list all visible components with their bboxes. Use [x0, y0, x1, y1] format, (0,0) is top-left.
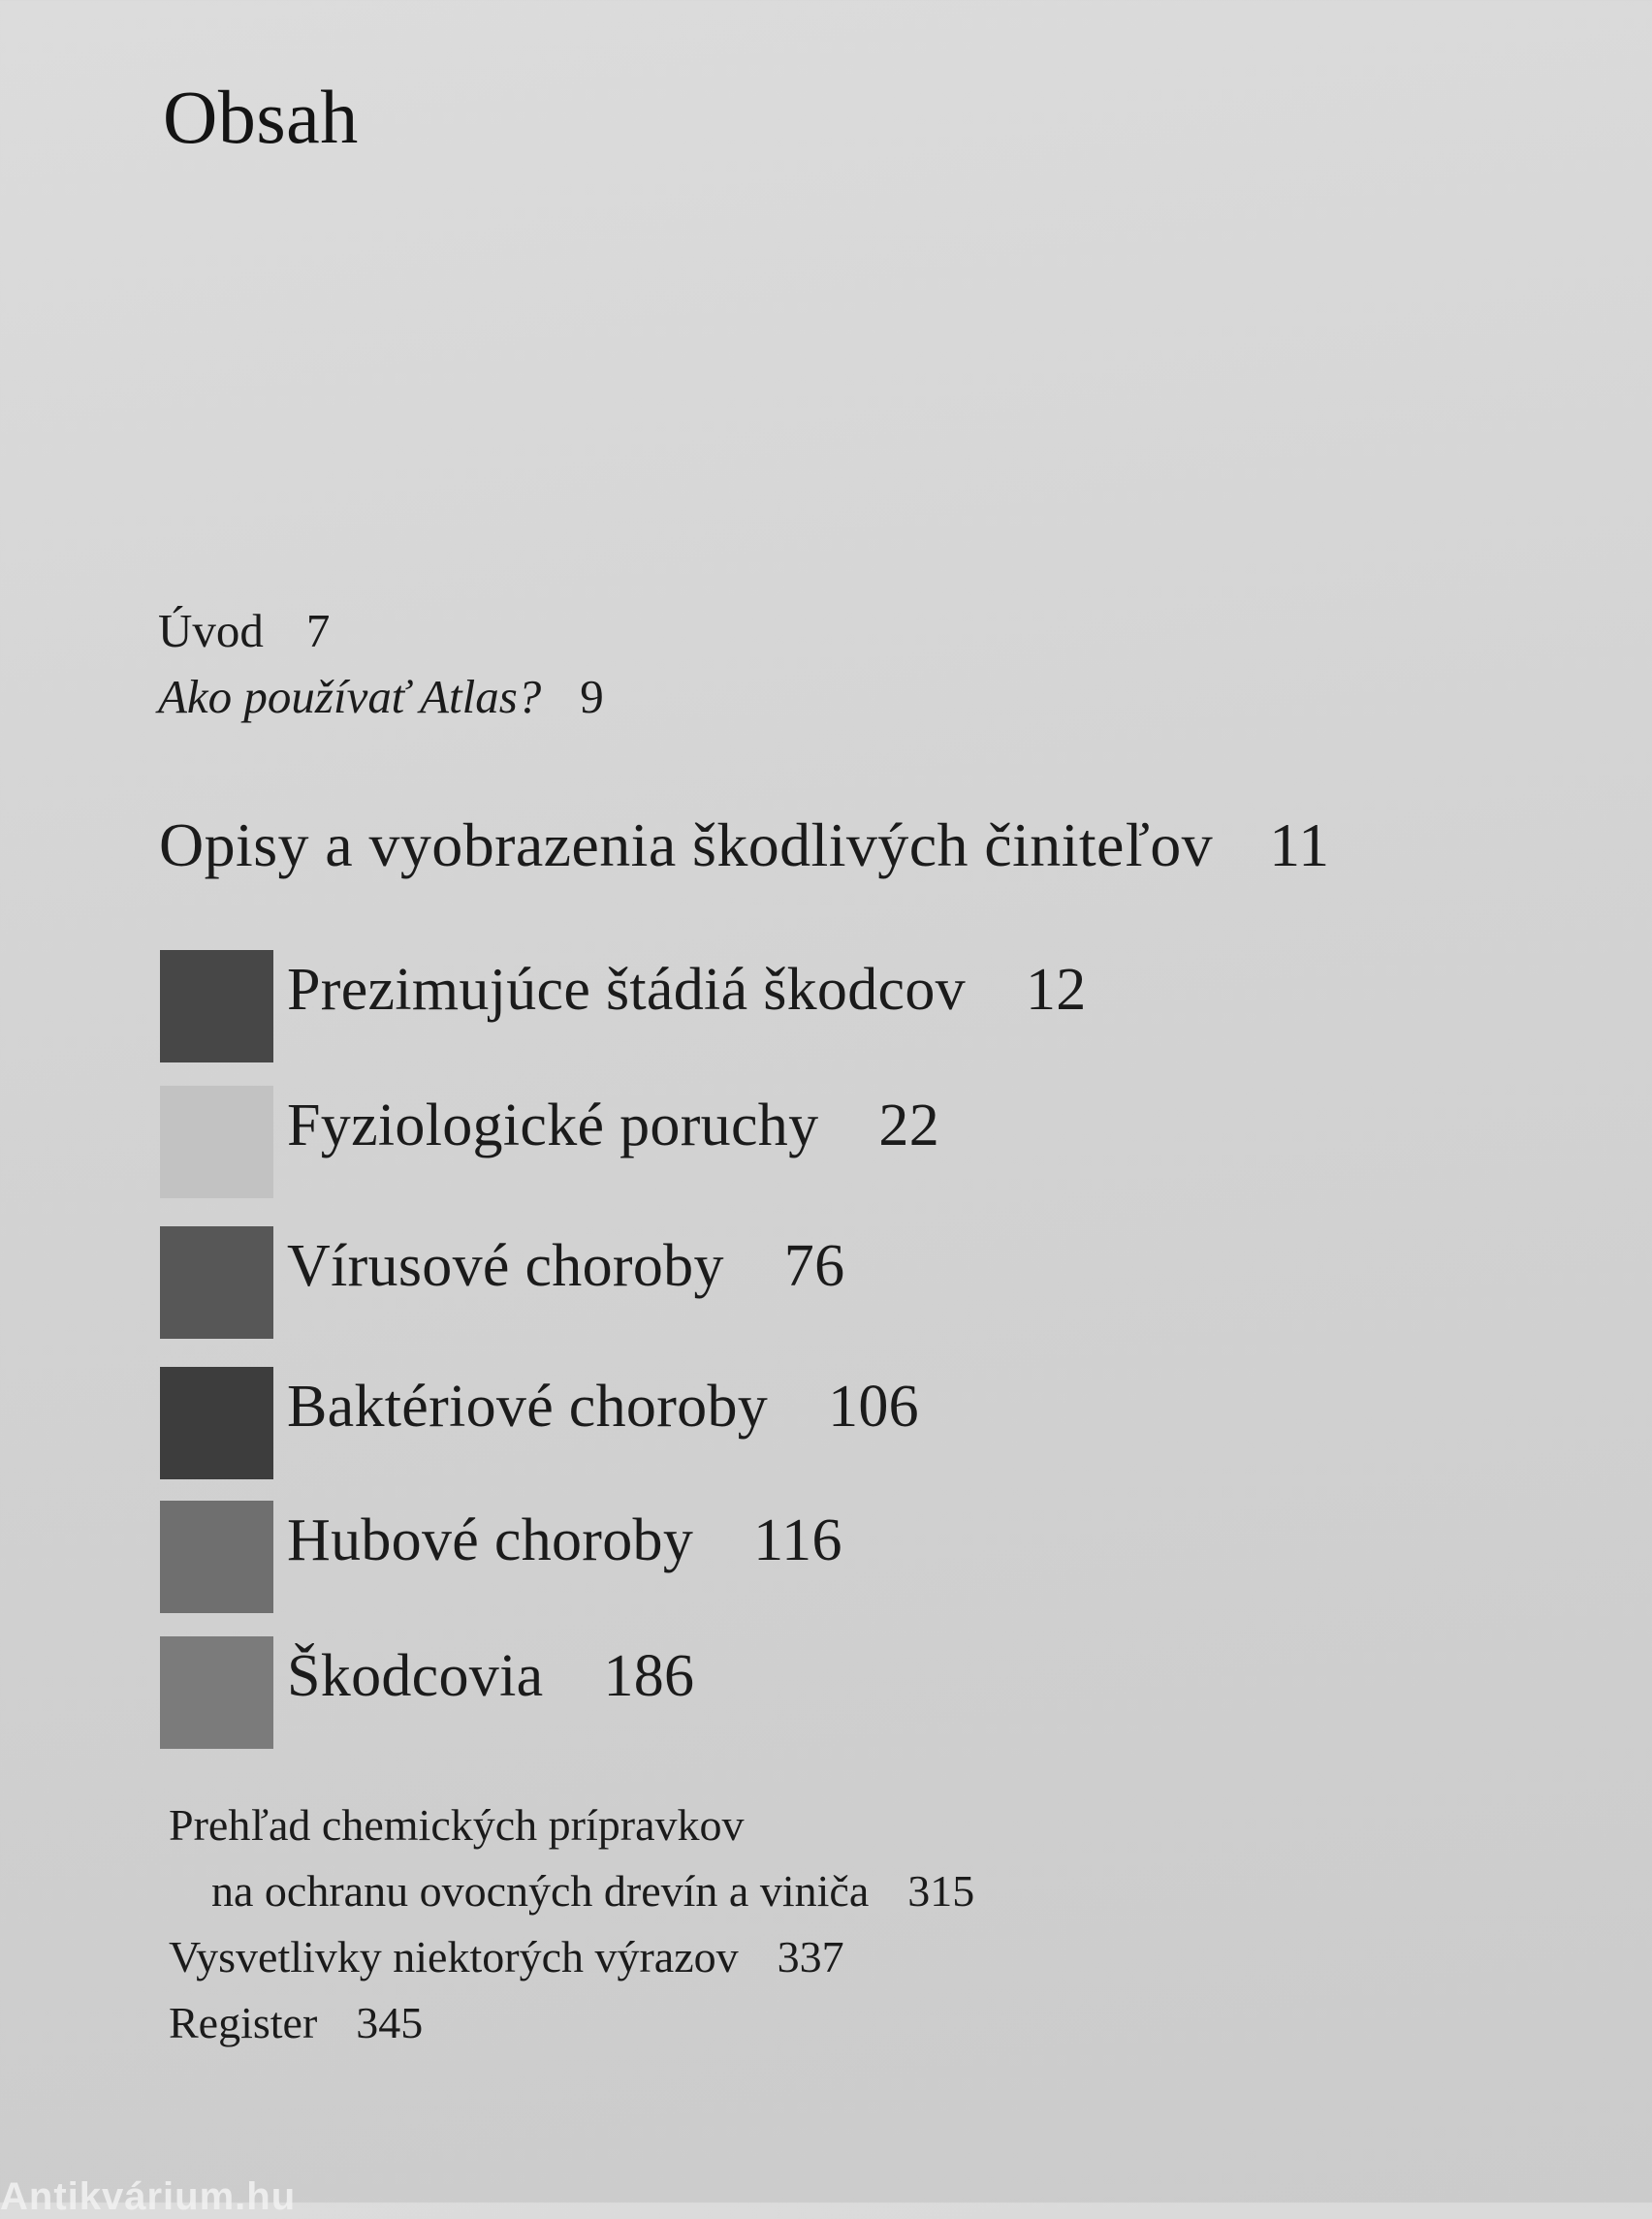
- toc-category-label: Prezimujúce štádiá škodcov: [287, 957, 966, 1023]
- toc-category-text: [287, 1233, 845, 1299]
- toc-entry-chemicals-cont[interactable]: [211, 1866, 975, 1916]
- toc-category-text: [287, 957, 1087, 1023]
- toc-category-label: Škodcovia: [287, 1643, 544, 1709]
- toc-section-heading[interactable]: [159, 810, 1330, 879]
- toc-entry-label: Vysvetlivky niektorých výrazov: [169, 1932, 739, 1981]
- toc-category-page: 186: [603, 1643, 695, 1709]
- toc-entry-how-to-use[interactable]: [158, 670, 604, 723]
- toc-entry-page: 7: [305, 604, 331, 657]
- toc-entry-page: 337: [777, 1932, 844, 1981]
- page-title: Obsah: [163, 75, 359, 159]
- toc-entry-register[interactable]: [169, 1998, 424, 2047]
- toc-category-page: 22: [878, 1093, 939, 1158]
- toc-category-text: [287, 1095, 939, 1156]
- toc-category-label: Vírusové choroby: [287, 1233, 724, 1299]
- toc-category-text: [287, 1374, 919, 1440]
- watermark: Antikvárium.hu: [0, 2175, 297, 2218]
- category-color-swatch: [160, 1636, 273, 1749]
- toc-category-page: 12: [1025, 957, 1087, 1023]
- toc-category-text: [287, 1507, 842, 1573]
- toc-entry-label: Register: [169, 1998, 318, 2047]
- toc-category-label: Hubové choroby: [287, 1507, 694, 1573]
- toc-category-row[interactable]: [160, 1086, 1420, 1198]
- toc-category-page: 76: [783, 1233, 845, 1299]
- toc-category-row[interactable]: [160, 1636, 1420, 1749]
- toc-category-row[interactable]: [160, 1226, 1420, 1339]
- toc-entry-label: Úvod: [158, 604, 264, 657]
- toc-section-page: 11: [1269, 810, 1330, 879]
- toc-entry-intro[interactable]: [158, 604, 331, 657]
- toc-category-row[interactable]: [160, 1501, 1420, 1613]
- toc-entry-page: 315: [907, 1866, 975, 1916]
- toc-category-label: Baktériové choroby: [287, 1374, 769, 1440]
- toc-category-label: Fyziologické poruchy: [287, 1093, 819, 1158]
- toc-category-row[interactable]: [160, 950, 1420, 1062]
- toc-entry-page: 345: [356, 1998, 424, 2047]
- toc-entry-chemicals[interactable]: [169, 1800, 745, 1850]
- toc-entry-glossary[interactable]: [169, 1932, 844, 1981]
- toc-category-text: [287, 1643, 695, 1709]
- toc-entry-label: Prehľad chemických prípravkov: [169, 1800, 745, 1850]
- category-color-swatch: [160, 1367, 273, 1479]
- toc-category-row[interactable]: [160, 1367, 1420, 1479]
- category-color-swatch: [160, 1086, 273, 1198]
- toc-section-label: Opisy a vyobrazenia škodlivých činiteľov: [159, 810, 1214, 879]
- toc-category-page: 106: [828, 1374, 919, 1440]
- category-color-swatch: [160, 1501, 273, 1613]
- toc-entry-label: Ako používať Atlas?: [158, 670, 542, 723]
- toc-category-page: 116: [753, 1507, 842, 1573]
- toc-entry-page: 9: [580, 670, 604, 723]
- category-color-swatch: [160, 1226, 273, 1339]
- category-color-swatch: [160, 950, 273, 1062]
- toc-entry-label: na ochranu ovocných drevín a viniča: [211, 1866, 870, 1916]
